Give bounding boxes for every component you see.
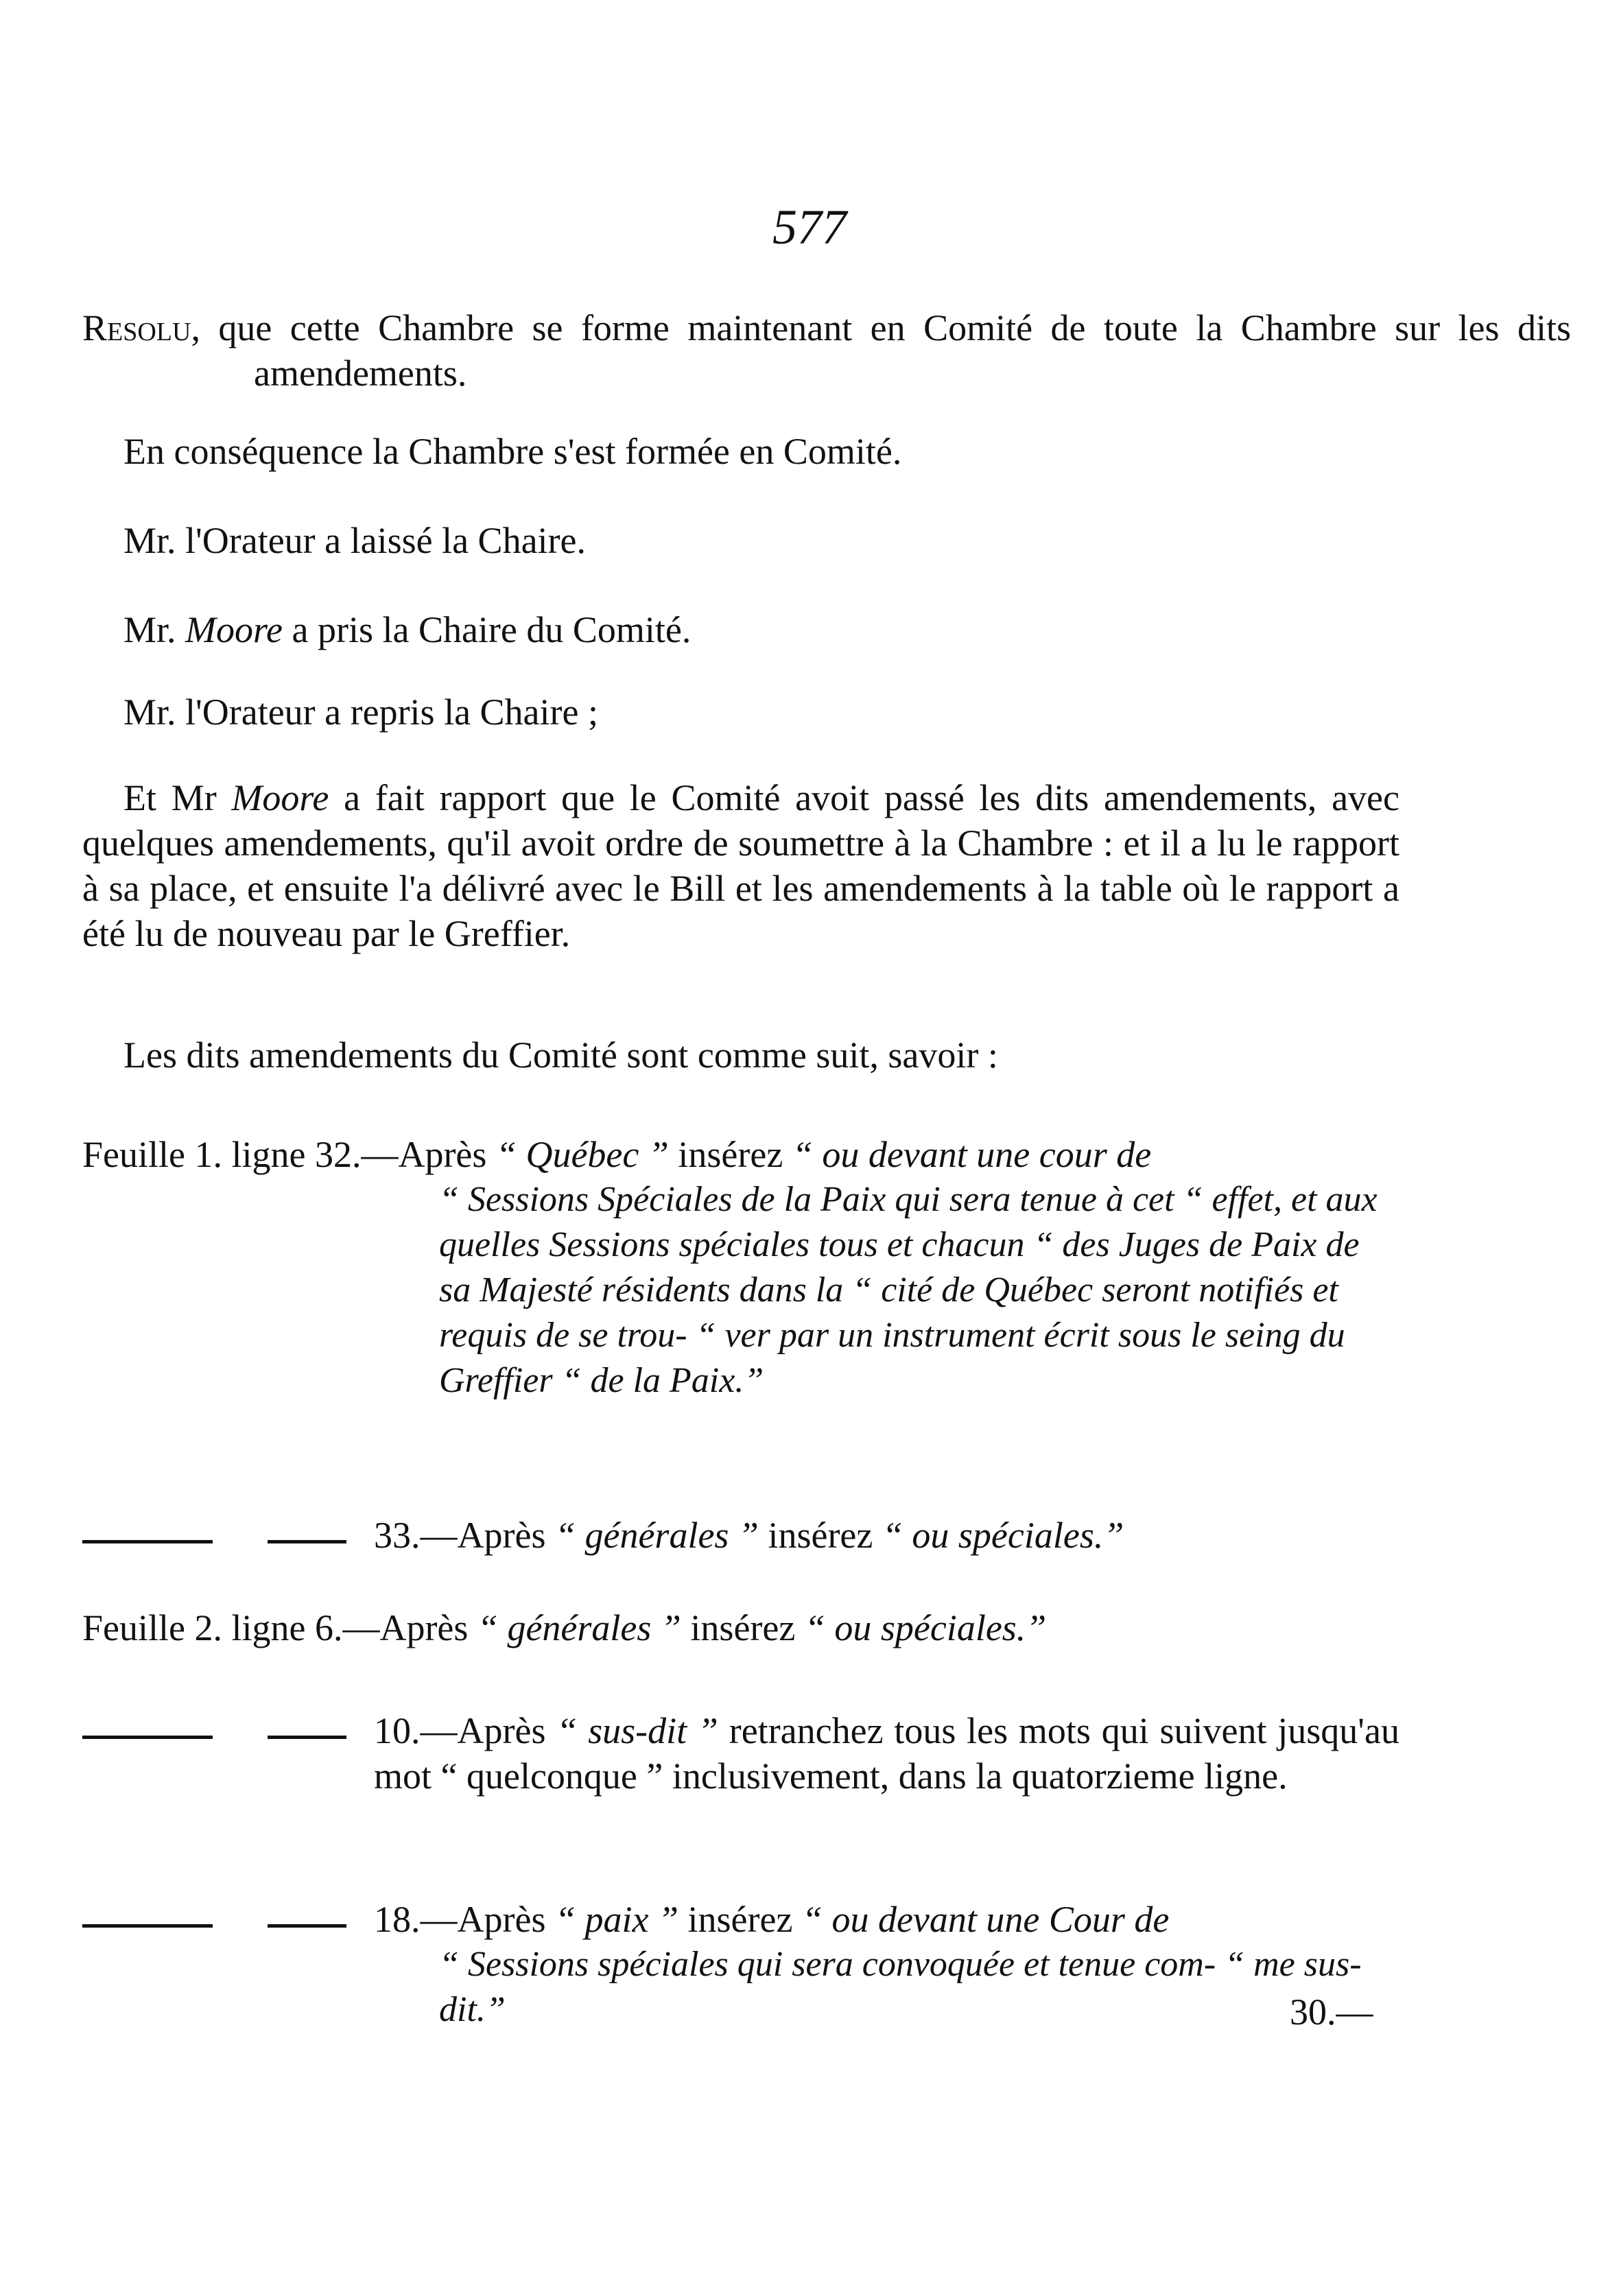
amendments-intro: Les dits amendements du Comité sont comme suit, savoir :: [123, 1034, 998, 1076]
amendment-2-action: insérez: [768, 1515, 873, 1556]
moore-suffix: a pris la Chaire du Comité.: [292, 609, 692, 650]
amendment-1-line: [82, 1132, 1151, 1177]
ditto-rule: [82, 1736, 213, 1739]
amendment-1-word: “ Québec ”: [495, 1134, 669, 1175]
amendment-5-line: [374, 1897, 1169, 1942]
amendment-1-quote-rest: “ Sessions Spéciales de la Paix qui sera tenue à cet “ effet, et aux quelles Sessions spéciales tous et chacun “ des Juges de Paix de sa Majesté résidents dans la “ cité de Québec seront notifiés et requis de se trou- “ ver par un instrument écrit sous le seing du Greffier “ de la Paix.”: [439, 1180, 1378, 1400]
amendment-1-quote-start: “ ou devant une cour de: [792, 1134, 1152, 1175]
amendment-4-word: “ sus-dit ”: [556, 1710, 718, 1751]
amendment-2-line: [374, 1513, 1124, 1558]
report-paragraph: [82, 775, 1399, 956]
amendment-4-action: retranchez tous les mots qui suivent jusqu'au mot “ quelconque ” inclusivement, dans la quatorzieme ligne.: [374, 1710, 1400, 1797]
ditto-rule: [82, 1540, 213, 1543]
ditto-rule: [268, 1736, 346, 1739]
ditto-rule: [268, 1540, 346, 1543]
moore-name: Moore: [185, 609, 283, 650]
amendment-1-ref: Feuille 1. ligne 32.—Après: [82, 1134, 487, 1175]
page-number: 577: [772, 200, 847, 255]
amendment-5-quote-rest: “ Sessions spéciales qui sera convoquée et tenue com- “ me sus-dit.”: [439, 1945, 1362, 2029]
amendment-2-word: “ générales ”: [554, 1515, 759, 1556]
amendment-5-quote-start: “ ou devant une Cour de: [801, 1899, 1170, 1940]
amendment-2-quote: “ ou spéciales.”: [882, 1515, 1124, 1556]
amendment-3-word: “ générales ”: [477, 1607, 681, 1648]
report-prefix: Et Mr: [123, 777, 217, 818]
amendment-4-paragraph: [374, 1708, 1399, 1799]
amendment-1-action: insérez: [678, 1134, 783, 1175]
ditto-rule: [268, 1924, 346, 1928]
resolution-paragraph: [82, 305, 1571, 396]
amendment-5-action: insérez: [687, 1899, 793, 1940]
amendment-2-ref: 33.—Après: [374, 1515, 546, 1556]
amendment-3-action: insérez: [690, 1607, 796, 1648]
amendment-5-word: “ paix ”: [554, 1899, 679, 1940]
amendment-4-ref: 10.—Après: [374, 1710, 546, 1751]
amendment-3-ref: Feuille 2. ligne 6.—Après: [82, 1607, 469, 1648]
ditto-rule: [82, 1924, 213, 1928]
paragraph-moore-chair: [123, 607, 1399, 652]
resolution-label: Resolu,: [82, 307, 200, 348]
amendment-3-quote: “ ou spéciales.”: [804, 1607, 1047, 1648]
resolution-text: que cette Chambre se forme maintenant en Comité de toute la Chambre sur les dits amendements.: [218, 307, 1571, 394]
moore-prefix: Mr.: [123, 609, 176, 650]
amendment-5-ref: 18.—Après: [374, 1899, 546, 1940]
amendment-3-line: [82, 1605, 1046, 1650]
paragraph-orateur-return: Mr. l'Orateur a repris la Chaire ;: [123, 691, 598, 733]
report-name: Moore: [231, 777, 329, 818]
paragraph-left-chair: Mr. l'Orateur a laissé la Chaire.: [123, 520, 586, 561]
catchword: 30.—: [1290, 1991, 1373, 2033]
report-text: a fait rapport que le Comité avoit passé les dits amendements, avec quelques amendements, qu'il avoit ordre de soumettre à la Chambre : et il a lu le rapport à sa place, et ensuite l'a délivré avec le Bill et les amendements à la table où le rapport a été lu de nouveau par le Greffier.: [82, 777, 1399, 954]
paragraph-formed: En conséquence la Chambre s'est formée en Comité.: [123, 431, 902, 472]
